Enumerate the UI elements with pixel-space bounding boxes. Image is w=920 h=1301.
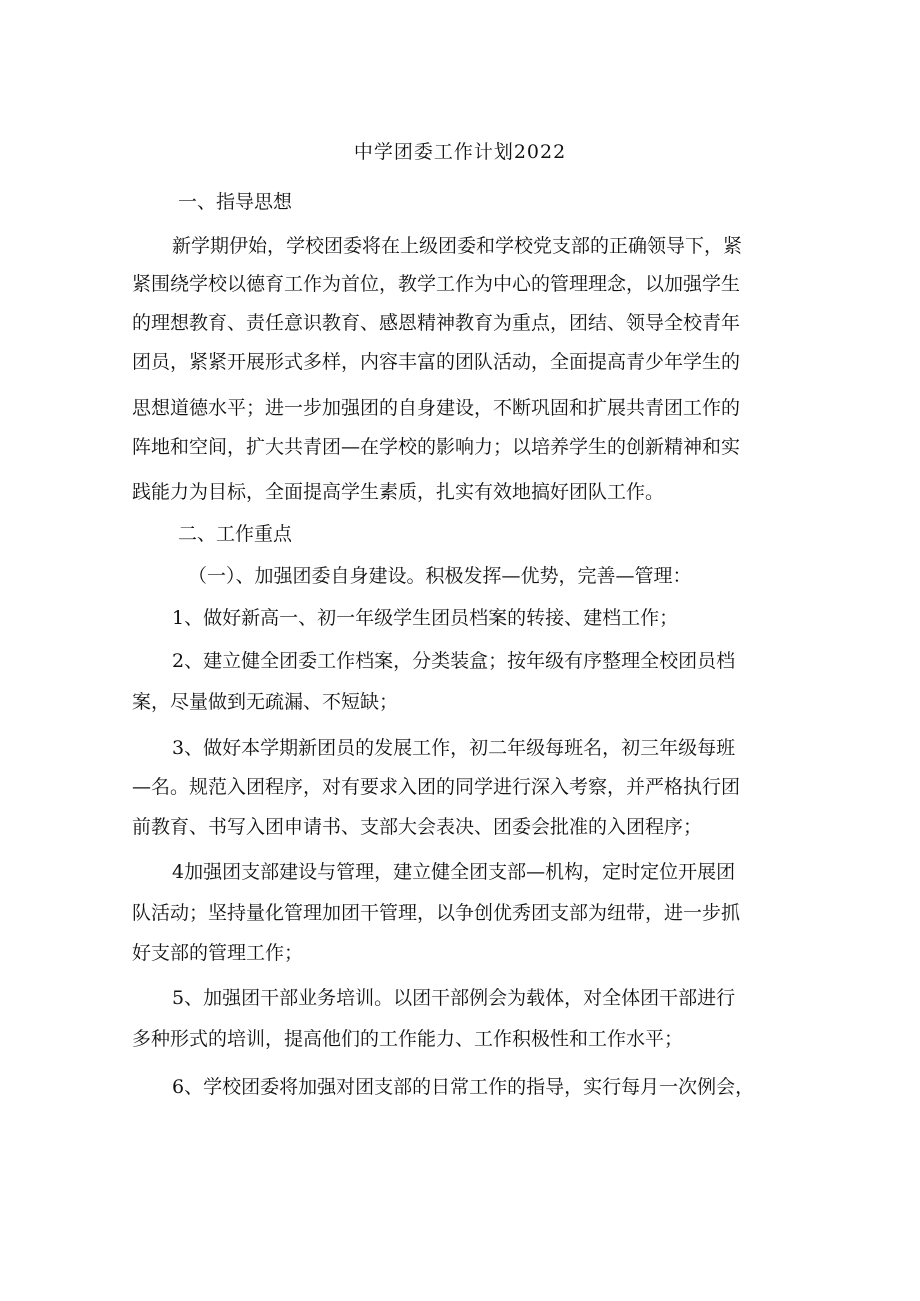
paragraph-line: 团员，紧紧开展形式多样，内容丰富的团队活动，全面提高青少年学生的: [132, 351, 741, 373]
list-item-3-continuation: 前教育、书写入团申请书、支部大会表决、团委会批准的入团程序；: [132, 816, 703, 838]
list-item-3-continuation: —名。规范入团程序，对有要求入团的同学进行深入考察，并严格执行团: [132, 776, 741, 798]
list-item-1: 1、做好新高一、初一年级学生团员档案的转接、建档工作；: [172, 607, 679, 629]
section-heading-work-focus: 二、工作重点: [178, 523, 293, 545]
list-item-4-continuation: 好支部的管理工作；: [132, 942, 304, 964]
paragraph-line: 践能力为目标，全面提高学生素质，扎实有效地搞好团队工作。: [132, 481, 665, 503]
list-item-3: 3、做好本学期新团员的发展工作，初二年级每班名，初三年级每班: [172, 737, 736, 759]
list-item-2: 2、建立健全团委工作档案，分类装盒；按年级有序整理全校团员档: [172, 650, 736, 672]
paragraph-line: 阵地和空间，扩大共青团—在学校的影响力；以培养学生的创新精神和实: [132, 436, 741, 458]
document-title: 中学团委工作计划2022: [353, 141, 567, 163]
list-item-4: 4加强团支部建设与管理，建立健全团支部—机构，定时定位开展团: [172, 861, 736, 883]
list-item-5: 5、加强团干部业务培训。以团干部例会为载体，对全体团干部进行: [172, 987, 736, 1009]
paragraph-line: 思想道德水平；进一步加强团的自身建设，不断巩固和扩展共青团工作的: [132, 397, 741, 419]
paragraph-line: 的理想教育、责任意识教育、感恩精神教育为重点，团结、领导全校青年: [132, 312, 741, 334]
paragraph-line: 紧围绕学校以德育工作为首位，教学工作为中心的管理理念，以加强学生: [132, 273, 741, 295]
list-item-5-continuation: 多种形式的培训，提高他们的工作能力、工作积极性和工作水平；: [132, 1028, 684, 1050]
list-item-6: 6、学校团委将加强对团支部的日常工作的指导，实行每月一次例会，: [172, 1076, 755, 1098]
section-heading-guiding-ideology: 一、指导思想: [178, 191, 293, 213]
paragraph-line: 新学期伊始，学校团委将在上级团委和学校党支部的正确领导下，紧: [172, 235, 743, 257]
list-item-2-continuation: 案，尽量做到无疏漏、不短缺；: [132, 691, 399, 713]
subsection-heading: （一）、加强团委自身建设。积极发挥—优势，完善—管理：: [188, 565, 692, 587]
list-item-4-continuation: 队活动；坚持量化管理加团干管理，以争创优秀团支部为纽带，进一步抓: [132, 902, 741, 924]
